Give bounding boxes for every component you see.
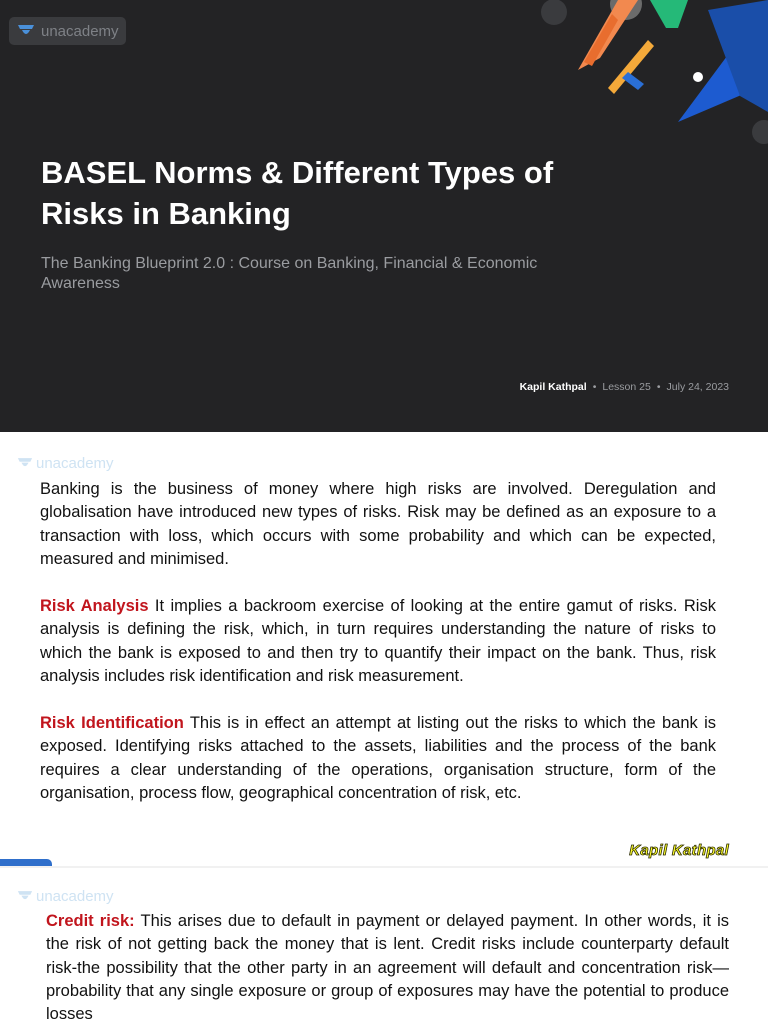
meta-separator: • bbox=[656, 381, 661, 393]
author-name: Kapil Kathpal bbox=[519, 381, 587, 393]
unacademy-logo-icon bbox=[17, 24, 35, 38]
logo-text: unacademy bbox=[41, 22, 119, 40]
watermark-text: unacademy bbox=[36, 455, 114, 472]
unacademy-watermark-icon bbox=[17, 890, 33, 903]
notes-page-1 bbox=[0, 432, 768, 868]
unacademy-logo bbox=[9, 17, 126, 45]
lesson-header bbox=[0, 0, 768, 432]
lesson-number: Lesson 25 bbox=[602, 381, 651, 393]
lesson-date: July 24, 2023 bbox=[666, 381, 729, 393]
meta-separator: • bbox=[592, 381, 597, 393]
course-subtitle: The Banking Blueprint 2.0 : Course on Banking, Financial & Economic Awareness bbox=[41, 255, 538, 292]
risk-identification-heading: Risk Identification bbox=[40, 714, 184, 732]
credit-risk-paragraph bbox=[46, 910, 729, 1026]
risk-analysis-text: It implies a backroom exercise of looking at the entire gamut of risks. Risk analysis is defining the risk, which, in turn requires understanding the nature of risks to which the bank is exposed to and then try to quantify their impact on the bank. Thus, risk analysis includes risk identification and risk measurement. bbox=[40, 597, 716, 685]
risk-analysis-paragraph bbox=[40, 595, 716, 688]
risk-analysis-heading: Risk Analysis bbox=[40, 597, 149, 615]
author-signature: Kapil Kathpal bbox=[629, 842, 729, 859]
risk-identification-text: This is in effect an attempt at listing out the risks to which the bank is exposed. Identifying risks attached to the assets, liabilities and the process of the bank requires a clear understanding of the operations, organisation structure, form of the organisation, process flow, geographical concentration of risk, etc. bbox=[40, 714, 716, 802]
lesson-meta bbox=[520, 381, 729, 393]
intro-paragraph: Banking is the business of money where high risks are involved. Deregulation and globalisation have introduced new types of risks. Risk may be defined as an exposure to a transaction with loss, which occurs with some probability and which can be expected, measured and minimised. bbox=[40, 480, 716, 568]
risk-identification-paragraph bbox=[40, 712, 716, 805]
credit-risk-text: This arises due to default in payment or delayed payment. In other words, it is the risk of not getting back the money that is lent. Credit risks include counterparty default risk-the possibility that the other party in an agreement will default and concentration risk—probability that any single exposure or group of exposures may have the potential to produce losses bbox=[46, 912, 729, 1024]
lesson-title: BASEL Norms & Different Types of Risks in Banking bbox=[41, 155, 554, 231]
watermark bbox=[17, 455, 114, 472]
watermark bbox=[17, 888, 114, 905]
watermark-text: unacademy bbox=[36, 888, 114, 905]
decorative-shapes-graphic bbox=[528, 0, 768, 150]
unacademy-watermark-icon bbox=[17, 457, 33, 470]
credit-risk-heading: Credit risk: bbox=[46, 912, 135, 930]
notes-page-2 bbox=[0, 868, 768, 1024]
